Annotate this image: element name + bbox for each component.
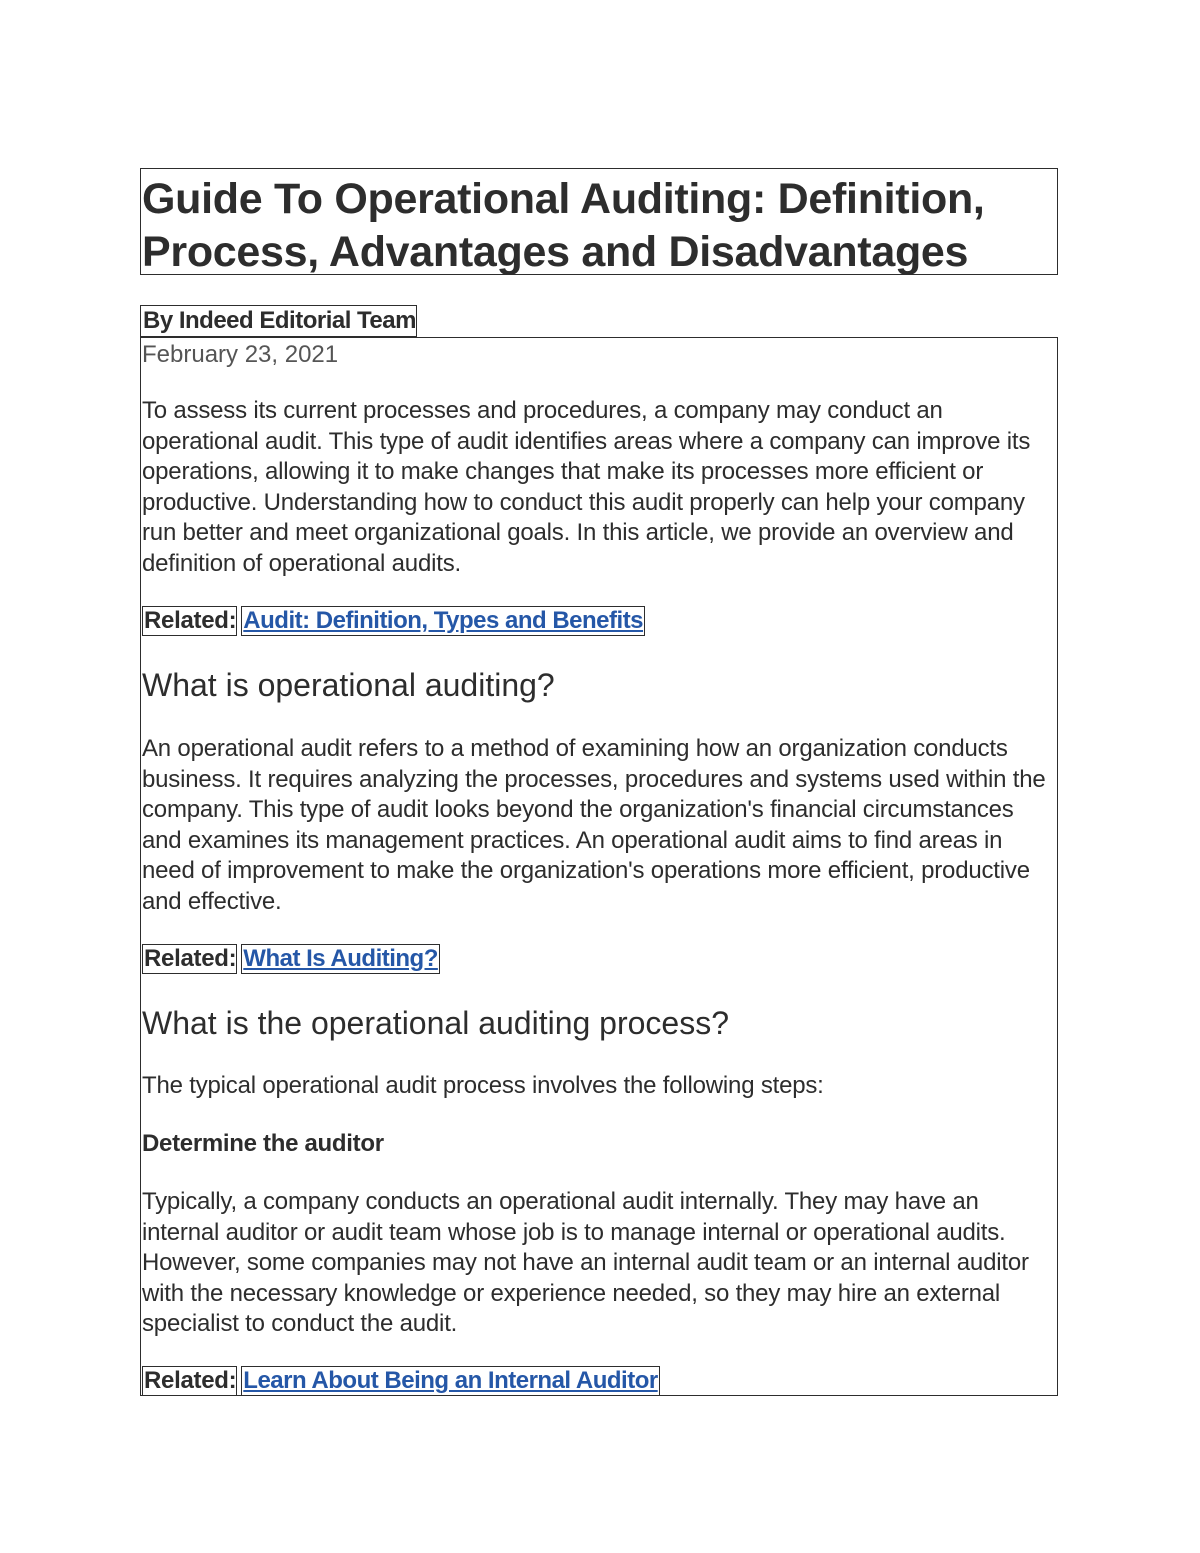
section-2-paragraph: The typical operational audit process involves the following steps: xyxy=(142,1072,824,1099)
related-label: Related: xyxy=(144,945,237,972)
related-link-what-is-auditing[interactable]: What Is Auditing? xyxy=(243,945,438,972)
related-link-audit-definition[interactable]: Audit: Definition, Types and Benefits xyxy=(243,607,644,634)
related-link-row-1 xyxy=(142,606,645,636)
article-byline: By Indeed Editorial Team xyxy=(140,305,417,337)
step-1-paragraph: Typically, a company conducts an operational audit internally. They may have an internal auditor or audit team whose job is to manage internal or operational audits. However, some companies may not have an internal audit team or an internal auditor with the necessary knowledge or experience needed, so they may hire an external specialist to conduct the audit. xyxy=(142,1188,1029,1337)
article-title: Guide To Operational Auditing: Definition, Process, Advantages and Disadvantages xyxy=(140,168,1058,275)
related-link-row-2 xyxy=(142,944,440,974)
related-label: Related: xyxy=(144,607,237,634)
related-link-row-3 xyxy=(142,1366,660,1396)
section-1-paragraph: An operational audit refers to a method of examining how an organization conducts business. It requires analyzing the processes, procedures and systems used within the company. This type of audit looks beyond the organization's financial circumstances and examines its management practices. An operational audit aims to find areas in need of improvement to make the organization's operations more efficient, productive and effective. xyxy=(142,735,1046,915)
publish-date: February 23, 2021 xyxy=(142,341,339,368)
related-label: Related: xyxy=(144,1367,237,1394)
related-link-internal-auditor[interactable]: Learn About Being an Internal Auditor xyxy=(243,1367,658,1394)
intro-paragraph: To assess its current processes and procedures, a company may conduct an operational audit. This type of audit identifies areas where a company can improve its operations, allowing it to make changes that make its processes more efficient or productive. Understanding how to conduct this audit properly can help your company run better and meet organizational goals. In this article, we provide an overview and definition of operational audits. xyxy=(142,397,1031,577)
section-heading-auditing-process: What is the operational auditing process? xyxy=(142,1005,730,1041)
step-heading-determine-auditor: Determine the auditor xyxy=(142,1130,384,1157)
section-heading-what-is-operational-auditing: What is operational auditing? xyxy=(142,667,555,703)
